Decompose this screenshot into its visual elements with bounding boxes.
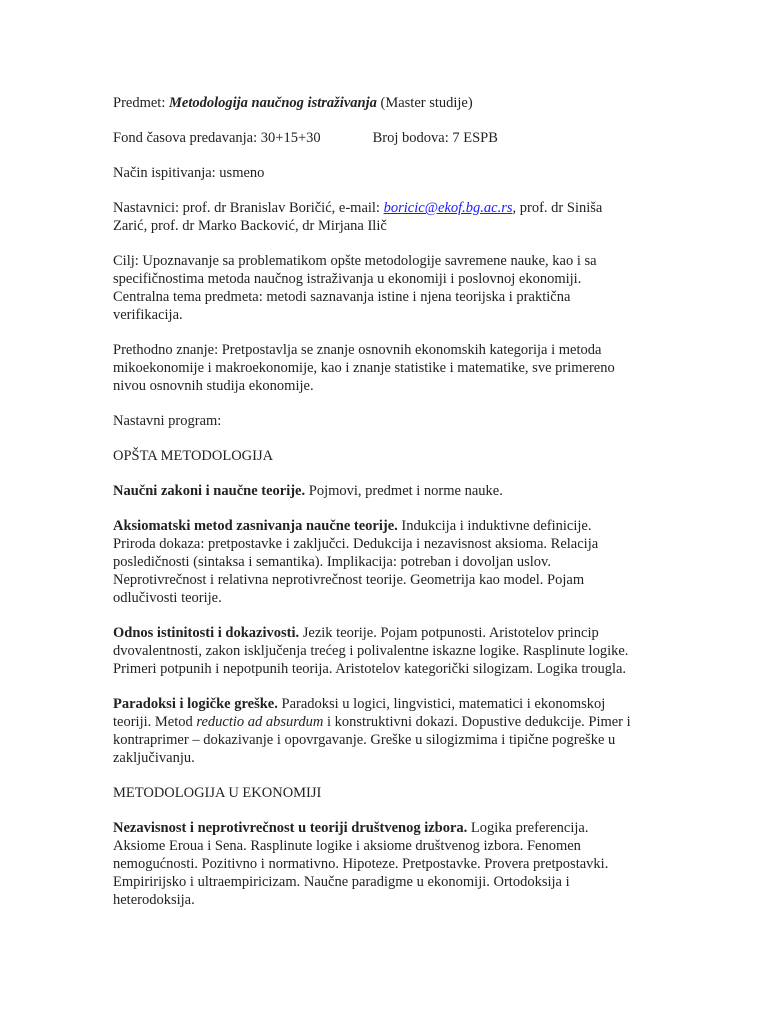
topic-text: Logika preferencija. <box>467 820 589 836</box>
topic-paradoxes <box>113 695 658 767</box>
instructors-prefix: Nastavnici: prof. dr Branislav Boričić, e-mail: <box>113 200 384 216</box>
topic-title: Odnos istinitosti i dokazivosti. <box>113 625 300 641</box>
prior-line: nivou osnovnih studija ekonomije. <box>113 378 314 394</box>
prior-line: Prethodno znanje: Pretpostavlja se znanje osnovnih ekonomskih kategorija i metoda <box>113 342 602 358</box>
course-level: (Master studije) <box>376 95 473 111</box>
topic-text: i konstruktivni dokazi. Dopustive dedukcije. Pimer i <box>323 714 631 730</box>
topic-line: posledičnosti (sintaksa i semantika). Implikacija: potreban i dovoljan uslov. <box>113 554 551 570</box>
topic-scientific-laws <box>113 482 658 500</box>
topic-line: Priroda dokaza: pretpostavke i zaključci. Dedukcija i nezavisnost aksioma. Relacija <box>113 536 599 552</box>
topic-line: Aksiome Eroua i Sena. Rasplinute logike i aksiome društvenog izbora. Fenomen <box>113 838 581 854</box>
topic-truth-provability <box>113 624 658 678</box>
goal-line: Cilj: Upoznavanje sa problematikom opšte metodologije savremene nauke, kao i sa <box>113 253 597 269</box>
topic-text: Jezik teorije. Pojam potpunosti. Aristotelov princip <box>299 625 599 641</box>
course-title: Metodologija naučnog istraživanja <box>168 95 377 111</box>
instructors-continued: , prof. dr Siniša <box>512 200 603 216</box>
exam-method: Način ispitivanja: usmeno <box>113 165 265 181</box>
topic-title: Nezavisnost i neprotivrečnost u teoriji društvenog izbora. <box>113 820 468 836</box>
prior-line: mikoekonomije i makroekonomije, kao i znanje statistike i matematike, sve primereno <box>113 360 615 376</box>
topic-line: Primeri potpunih i nepotpunih teorija. Aristotelov kategorički silogizam. Logika trougla. <box>113 661 627 677</box>
topic-line: kontraprimer – dokazivanje i opovrgavanje. Greške u silogizmima i tipične pogreške u <box>113 732 616 748</box>
topic-title: Paradoksi i logičke greške. <box>113 696 278 712</box>
topic-line: heterodoksija. <box>113 892 195 908</box>
topic-line: nemogućnosti. Pozitivno i normativno. Hipoteze. Pretpostavke. Provera pretpostavki. <box>113 856 609 872</box>
topic-line: Neprotivrečnost i relativna neprotivrečnost teorije. Geometrija kao model. Pojam <box>113 572 585 588</box>
topic-line: dvovalentnosti, zakon isključenja trećeg i polivalentne iskazne logike. Rasplinute logike. <box>113 643 629 659</box>
credit-points: Broj bodova: 7 ESPB <box>372 130 498 146</box>
topic-text: Indukcija i induktivne definicije. <box>397 518 592 534</box>
topic-text: Pojmovi, predmet i norme nauke. <box>305 483 503 499</box>
subject-label: Predmet: <box>113 95 169 111</box>
instructors-line2: Zarić, prof. dr Marko Backović, dr Mirjana Ilič <box>113 218 387 234</box>
course-goal <box>113 252 658 324</box>
course-subject <box>113 94 658 112</box>
section-heading-general-methodology: OPŠTA METODOLOGIJA <box>113 448 274 464</box>
topic-line: odlučivosti teorije. <box>113 590 222 606</box>
syllabus-label: Nastavni program: <box>113 413 222 429</box>
goal-line: Centralna tema predmeta: metodi saznavanja istine i njena teorijska i praktična <box>113 289 571 305</box>
document-page <box>113 94 658 926</box>
latin-term: reductio ad absurdum <box>196 714 324 730</box>
course-hours-credits <box>113 129 658 147</box>
topic-line: Empiririjsko i ultraempiricizam. Naučne paradigme u ekonomiji. Ortodoksija i <box>113 874 570 890</box>
lecture-hours: Fond časova predavanja: 30+15+30 <box>113 130 321 146</box>
topic-axiomatic-method <box>113 517 658 607</box>
instructors <box>113 199 658 235</box>
goal-line: specifičnostima metoda naučnog istraživanja u ekonomiji i poslovnoj ekonomiji. <box>113 271 582 287</box>
topic-title: Naučni zakoni i naučne teorije. <box>113 483 306 499</box>
instructor-email-link[interactable]: boricic@ekof.bg.ac.rs <box>383 200 513 216</box>
topic-text: teoriji. Metod <box>113 714 197 730</box>
prior-knowledge <box>113 341 658 395</box>
topic-text: Paradoksi u logici, lingvistici, matematici i ekonomskoj <box>277 696 606 712</box>
topic-social-choice <box>113 819 658 909</box>
section-heading-economics-methodology: METODOLOGIJA U EKONOMIJI <box>113 785 322 801</box>
goal-line: verifikacija. <box>113 307 183 323</box>
topic-line: zaključivanju. <box>113 750 195 766</box>
topic-title: Aksiomatski metod zasnivanja naučne teorije. <box>113 518 398 534</box>
